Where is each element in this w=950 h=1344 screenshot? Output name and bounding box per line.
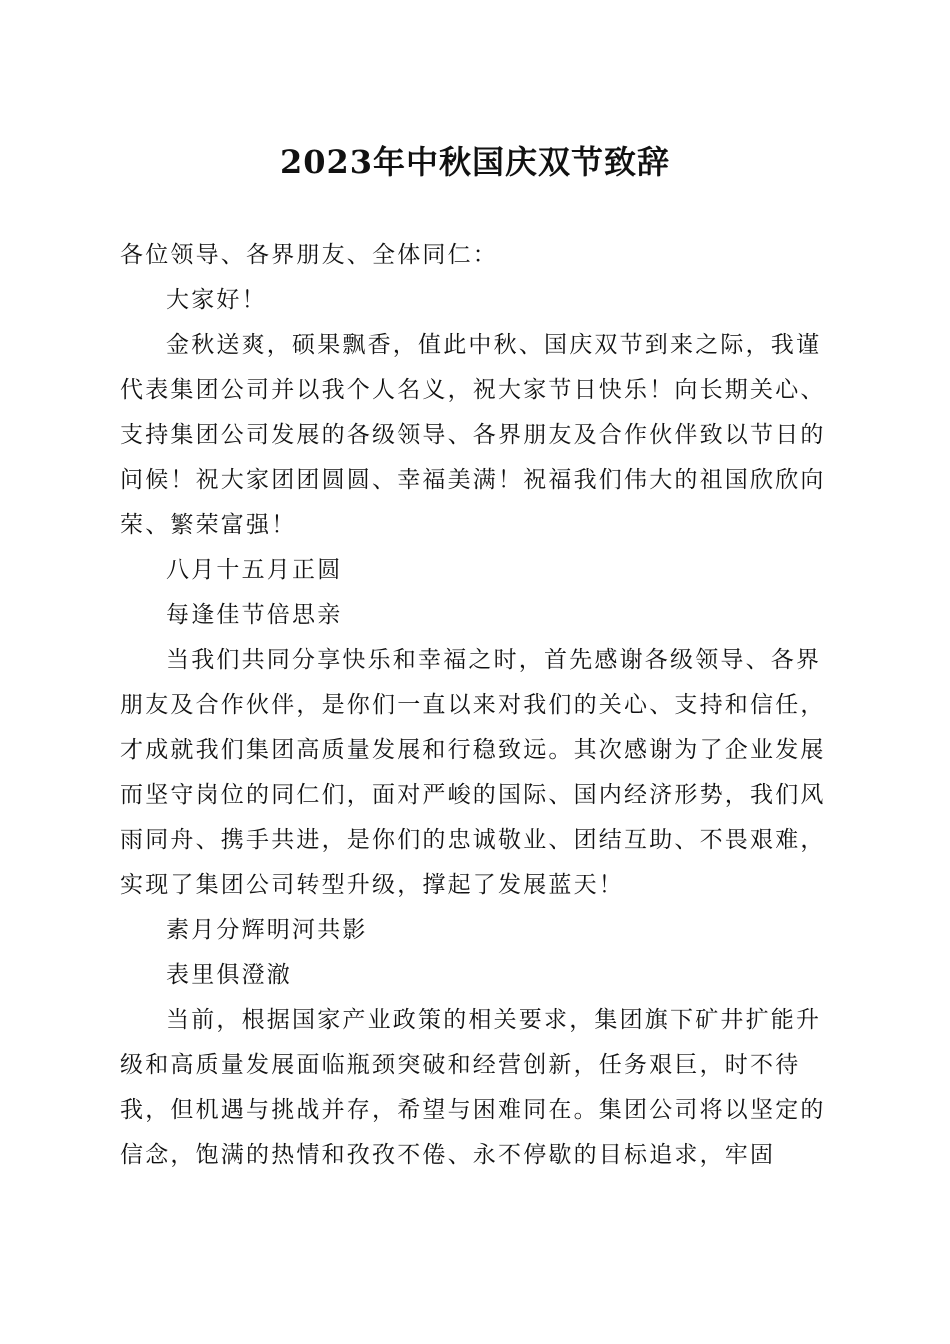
verse-line: 素月分辉明河共影 xyxy=(166,917,368,943)
paragraph-outlook: 当前，根据国家产业政策的相关要求，集团旗下矿井扩能升级和高质量发展面临瓶颈突破和经营创新，任务艰巨，时不待我，但机遇与挑战并存，希望与困难同在。集团公司将以坚定的信念，饱满的热情和孜孜不倦、永不停歇的目标追求，牢固 xyxy=(120,1007,826,1168)
document-body xyxy=(120,233,835,1178)
verse-line: 八月十五月正圆 xyxy=(166,557,343,583)
salutation: 各位领导、各界朋友、全体同仁： xyxy=(120,242,498,268)
document-title: 2023年中秋国庆双节致辞 xyxy=(279,143,671,181)
verse-line: 表里俱澄澈 xyxy=(166,962,292,988)
paragraph-greeting: 大家好！ xyxy=(166,287,267,313)
paragraph-gratitude: 当我们共同分享快乐和幸福之时，首先感谢各级领导、各界朋友及合作伙伴，是你们一直以来对我们的关心、支持和信任，才成就我们集团高质量发展和行稳致远。其次感谢为了企业发展而坚守岗位的同仁们，面对严峻的国际、国内经济形势，我们风雨同舟、携手共进，是你们的忠诚敬业、团结互助、不畏艰难，实现了集团公司转型升级，撑起了发展蓝天！ xyxy=(120,647,826,898)
paragraph-festival-wishes: 金秋送爽，硕果飘香，值此中秋、国庆双节到来之际，我谨代表集团公司并以我个人名义，祝大家节日快乐！向长期关心、支持集团公司发展的各级领导、各界朋友及合作伙伴致以节日的问候！祝大家团团圆圆、幸福美满！祝福我们伟大的祖国欣欣向荣、繁荣富强！ xyxy=(120,332,826,538)
verse-line: 每逢佳节倍思亲 xyxy=(166,602,343,628)
